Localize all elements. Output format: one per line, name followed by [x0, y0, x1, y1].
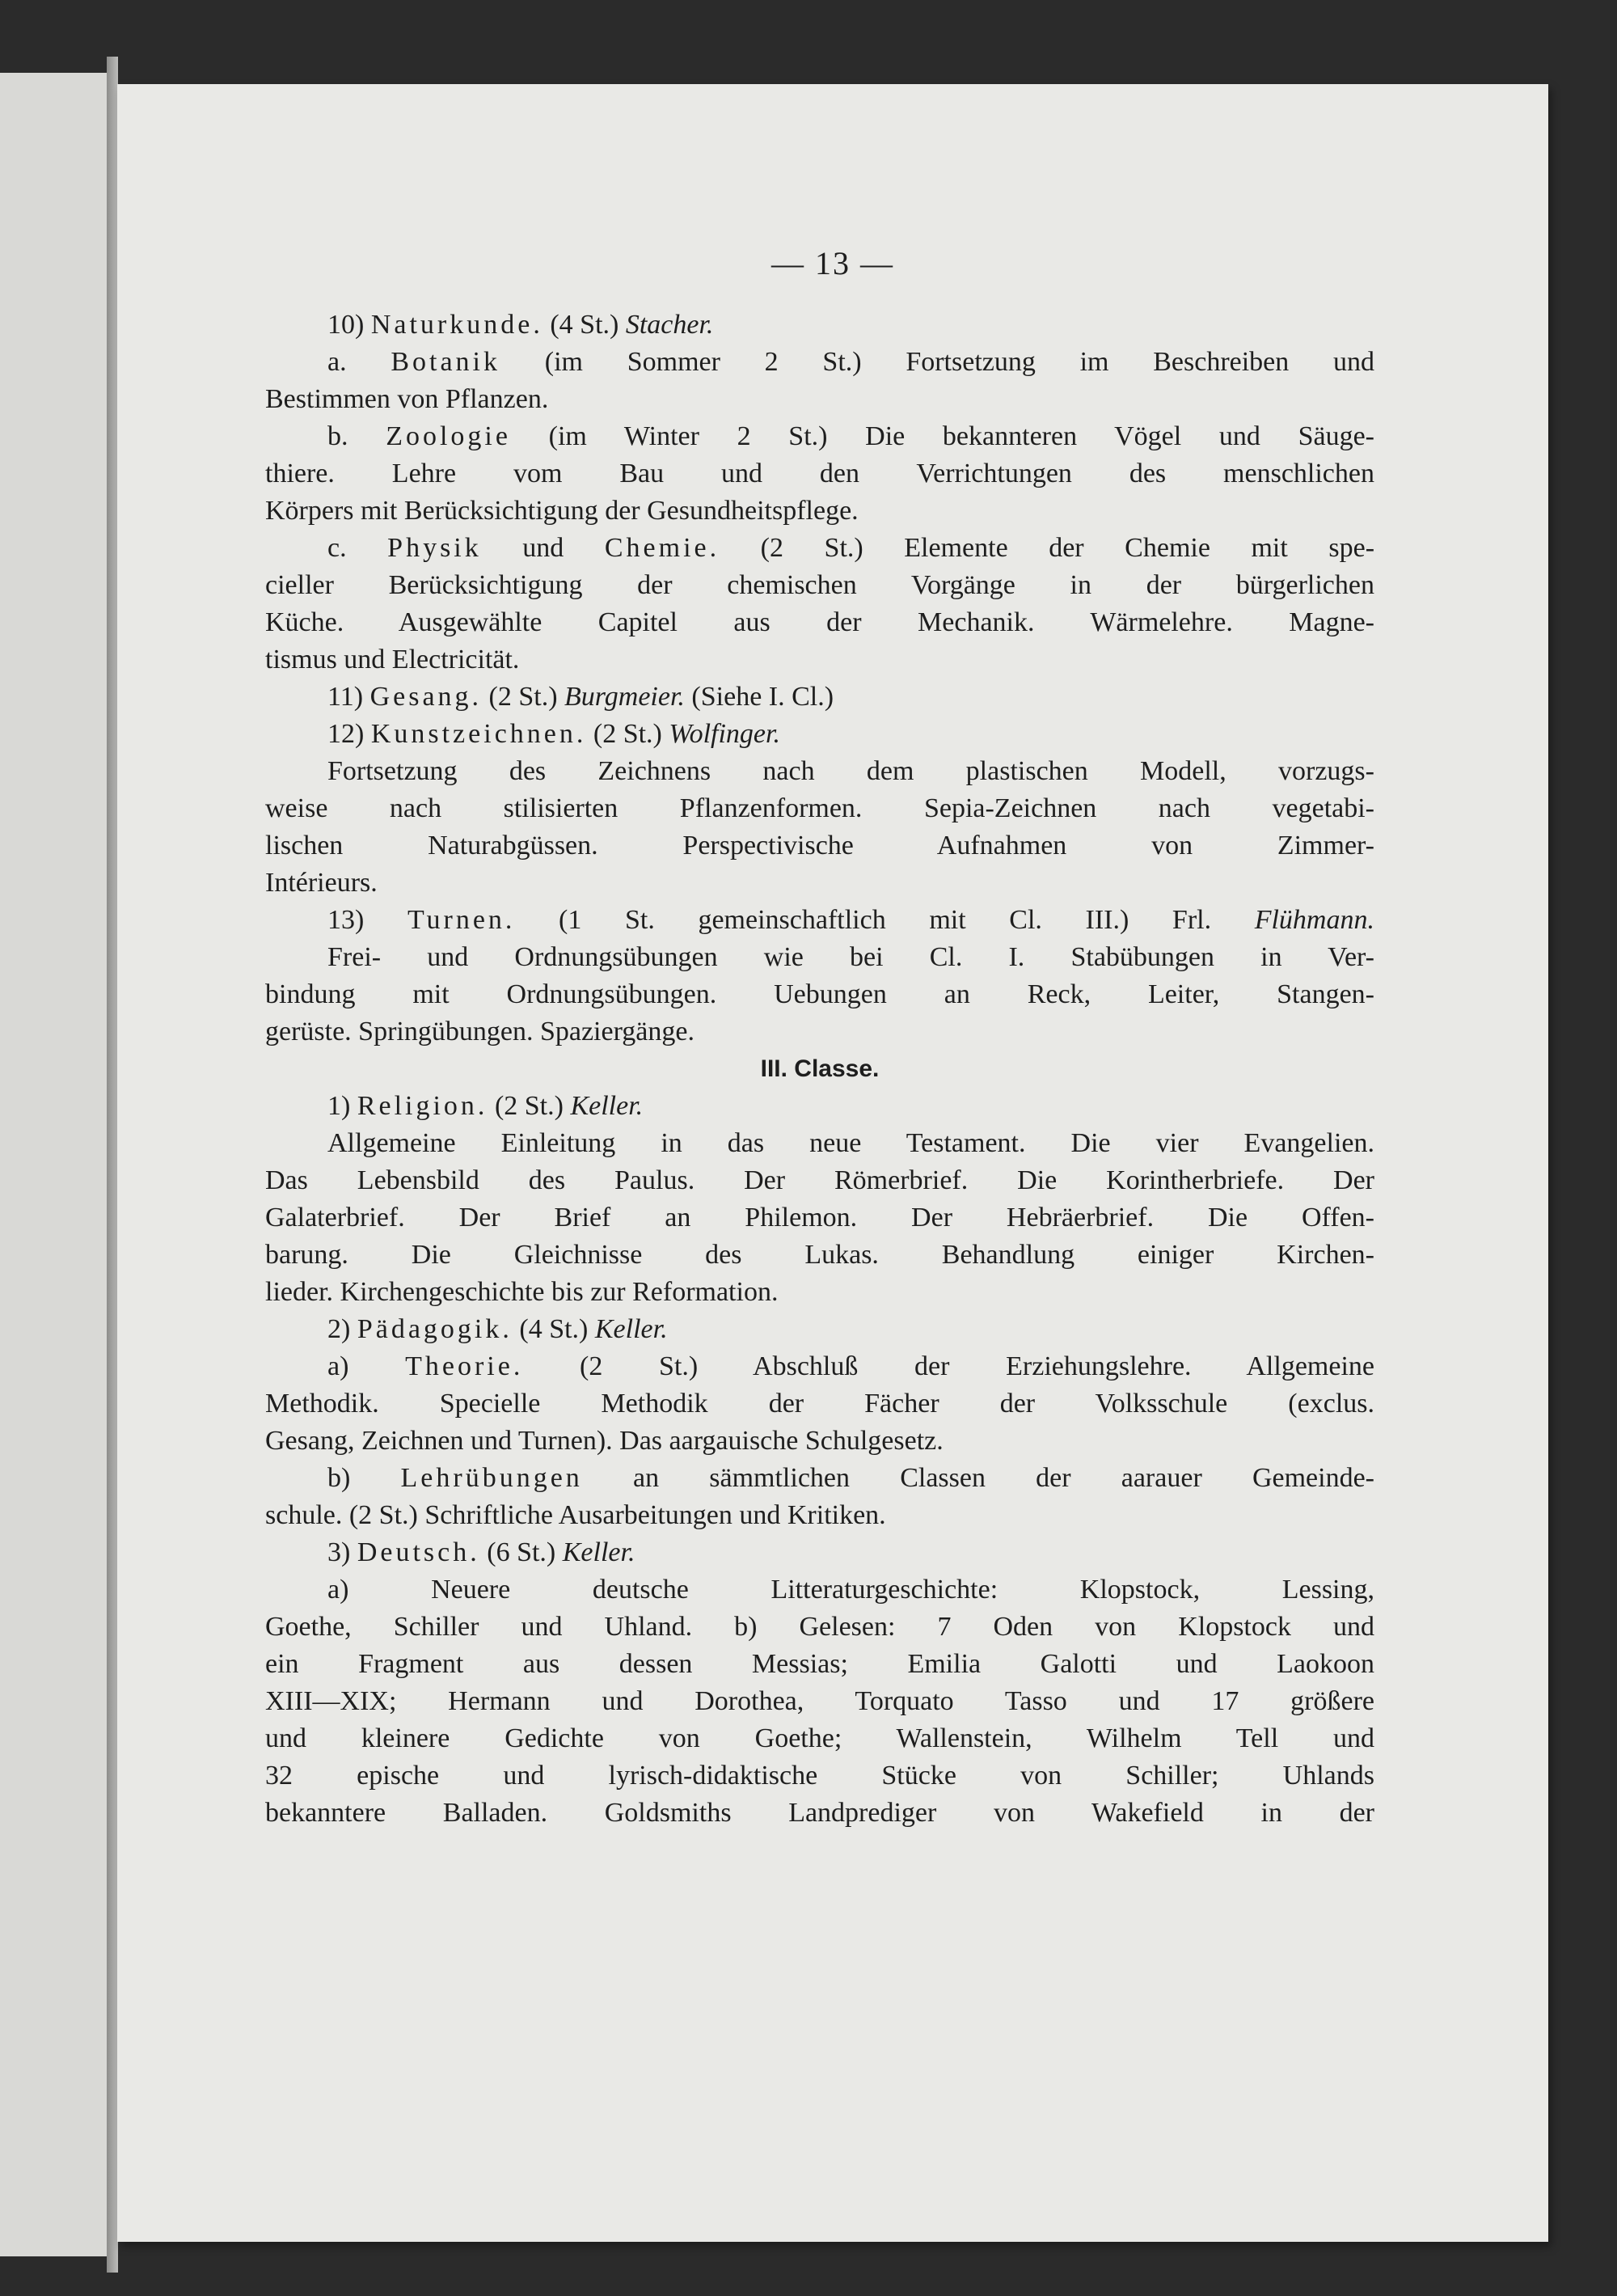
text-line: [265, 567, 1374, 604]
text-run: a.: [327, 347, 391, 377]
text-run: 1): [327, 1091, 357, 1121]
text-line: [265, 1534, 1374, 1571]
subject-name: Theorie.: [405, 1351, 524, 1381]
text-line: [265, 1423, 1374, 1460]
subject-name: Lehrübungen: [400, 1463, 583, 1493]
text-run: Frei- und Ordnungsübungen wie bei Cl. I. Stabübungen in Ver-: [327, 942, 1374, 972]
text-line: [265, 902, 1374, 939]
subject-name: Deutsch.: [357, 1537, 480, 1567]
text-run: (6 St.): [479, 1537, 563, 1567]
text-line: [265, 939, 1374, 976]
teacher-name: Flühmann.: [1254, 905, 1374, 935]
document-page: [117, 84, 1548, 2242]
text-run: (Siehe I. Cl.): [684, 682, 834, 712]
text-line: [265, 1646, 1374, 1683]
text-run: Fortsetzung des Zeichnens nach dem plastischen Modell, vorzugs-: [327, 756, 1374, 786]
text-line: [265, 1720, 1374, 1757]
text-line: [265, 493, 1374, 530]
text-line: [265, 1311, 1374, 1348]
text-run: Körpers mit Berücksichtigung der Gesundheitspflege.: [265, 496, 859, 526]
text-run: 32 epische und lyrisch-didaktische Stücke von Schiller; Uhlands: [265, 1761, 1374, 1791]
subject-name: Pädagogik.: [357, 1314, 513, 1344]
text-line: [265, 307, 1374, 344]
text-line: [265, 641, 1374, 679]
text-run: (2 St.): [482, 682, 565, 712]
book-gutter: [107, 57, 118, 2273]
text-run: Bestimmen von Pflanzen.: [265, 384, 549, 414]
text-run: lieder. Kirchengeschichte bis zur Reformation.: [265, 1277, 779, 1307]
text-run: Intérieurs.: [265, 868, 378, 898]
text-line: [265, 790, 1374, 827]
text-line: [265, 1795, 1374, 1832]
text-run: b): [327, 1463, 401, 1493]
text-run: Methodik. Specielle Methodik der Fächer der Volksschule (exclus.: [265, 1389, 1374, 1419]
text-run: ein Fragment aus dessen Messias; Emilia Galotti und Laokoon: [265, 1649, 1374, 1679]
text-run: (1 St. gemeinschaftlich mit Cl. III.) Frl.: [515, 905, 1255, 935]
text-run: a) Neuere deutsche Litteraturgeschichte: Klopstock, Lessing,: [327, 1575, 1374, 1605]
text-line: [265, 1199, 1374, 1237]
text-run: 10): [327, 310, 371, 340]
subject-name: Naturkunde.: [370, 310, 543, 340]
text-run: Das Lebensbild des Paulus. Der Römerbrief. Die Korintherbriefe. Der: [265, 1165, 1374, 1195]
text-line: [265, 1757, 1374, 1795]
subject-name: Kunstzeichnen.: [370, 719, 587, 749]
text-line: [265, 716, 1374, 753]
text-run: cieller Berücksichtigung der chemischen Vorgänge in der bürgerlichen: [265, 570, 1374, 600]
text-run: Allgemeine Einleitung in das neue Testament. Die vier Evangelien.: [327, 1128, 1374, 1158]
text-line: [265, 381, 1374, 418]
text-run: a): [327, 1351, 406, 1381]
body-text: [265, 307, 1374, 1832]
subject-name: Turnen.: [407, 905, 516, 935]
text-run: (2 St.): [586, 719, 669, 749]
text-run: barung. Die Gleichnisse des Lukas. Behandlung einiger Kirchen-: [265, 1240, 1374, 1270]
text-run: und kleinere Gedichte von Goethe; Wallenstein, Wilhelm Tell und: [265, 1723, 1374, 1753]
text-run: (2 St.): [488, 1091, 571, 1121]
text-run: tismus und Electricität.: [265, 645, 520, 674]
text-run: 2): [327, 1314, 357, 1344]
text-run: (4 St.): [543, 310, 626, 340]
text-line: [265, 604, 1374, 641]
text-line: [265, 865, 1374, 902]
facing-page-edge: [0, 73, 113, 2256]
text-run: und: [481, 533, 605, 563]
text-run: (im Sommer 2 St.) Fortsetzung im Beschreiben und: [500, 347, 1375, 377]
text-run: III. Classe.: [760, 1055, 880, 1082]
text-run: Goethe, Schiller und Uhland. b) Gelesen: 7 Oden von Klopstock und: [265, 1612, 1374, 1642]
text-line: [265, 1013, 1374, 1051]
text-line: [265, 1274, 1374, 1311]
text-line: [265, 418, 1374, 455]
subject-name: Chemie.: [604, 533, 720, 563]
text-run: 3): [327, 1537, 357, 1567]
text-line: [265, 1460, 1374, 1497]
teacher-name: Keller.: [562, 1537, 635, 1567]
text-line: [265, 753, 1374, 790]
teacher-name: Keller.: [594, 1314, 668, 1344]
text-line: [265, 976, 1374, 1013]
text-run: (im Winter 2 St.) Die bekannteren Vögel und Säuge-: [510, 421, 1374, 451]
text-line: [265, 530, 1374, 567]
text-run: thiere. Lehre vom Bau und den Verrichtungen des menschlichen: [265, 459, 1374, 488]
text-line: [265, 1385, 1374, 1423]
subject-name: Gesang.: [369, 682, 483, 712]
text-run: b.: [327, 421, 386, 451]
text-run: gerüste. Springübungen. Spaziergänge.: [265, 1017, 695, 1047]
subject-name: Botanik: [391, 347, 501, 377]
text-run: lischen Naturabgüssen. Perspectivische Aufnahmen von Zimmer-: [265, 831, 1374, 860]
text-run: schule. (2 St.) Schriftliche Ausarbeitungen und Kritiken.: [265, 1500, 886, 1530]
text-run: c.: [327, 533, 388, 563]
section-heading: [265, 1051, 1374, 1088]
teacher-name: Burgmeier.: [564, 682, 685, 712]
subject-name: Physik: [387, 533, 482, 563]
text-run: Galaterbrief. Der Brief an Philemon. Der Hebräerbrief. Die Offen-: [265, 1203, 1374, 1233]
text-line: [265, 455, 1374, 493]
text-run: bindung mit Ordnungsübungen. Uebungen an Reck, Leiter, Stangen-: [265, 979, 1374, 1009]
text-run: an sämmtlichen Classen der aarauer Gemeinde-: [582, 1463, 1374, 1493]
text-line: [265, 1683, 1374, 1720]
text-run: Gesang, Zeichnen und Turnen). Das aargauische Schulgesetz.: [265, 1426, 944, 1456]
text-run: Küche. Ausgewählte Capitel aus der Mechanik. Wärmelehre. Magne-: [265, 607, 1374, 637]
text-line: [265, 1609, 1374, 1646]
text-line: [265, 679, 1374, 716]
text-line: [265, 1348, 1374, 1385]
text-run: XIII—XIX; Hermann und Dorothea, Torquato Tasso und 17 größere: [265, 1686, 1374, 1716]
subject-name: Religion.: [357, 1091, 488, 1121]
text-run: (2 St.) Elemente der Chemie mit spe-: [720, 533, 1375, 563]
text-line: [265, 1571, 1374, 1609]
text-run: 11): [327, 682, 370, 712]
text-line: [265, 1237, 1374, 1274]
teacher-name: Stacher.: [625, 310, 714, 340]
text-run: (4 St.): [512, 1314, 595, 1344]
text-line: [265, 344, 1374, 381]
subject-name: Zoologie: [386, 421, 511, 451]
page-number: — 13 —: [771, 245, 894, 281]
text-run: bekanntere Balladen. Goldsmiths Landprediger von Wakefield in der: [265, 1798, 1374, 1828]
teacher-name: Keller.: [570, 1091, 644, 1121]
text-run: 12): [327, 719, 371, 749]
text-run: weise nach stilisierten Pflanzenformen. Sepia-Zeichnen nach vegetabi-: [265, 793, 1374, 823]
text-run: 13): [327, 905, 407, 935]
text-line: [265, 1125, 1374, 1162]
text-line: [265, 827, 1374, 865]
teacher-name: Wolfinger.: [669, 719, 780, 749]
text-line: [265, 1088, 1374, 1125]
text-line: [265, 1162, 1374, 1199]
text-line: [265, 1497, 1374, 1534]
text-run: (2 St.) Abschluß der Erziehungslehre. Allgemeine: [523, 1351, 1374, 1381]
